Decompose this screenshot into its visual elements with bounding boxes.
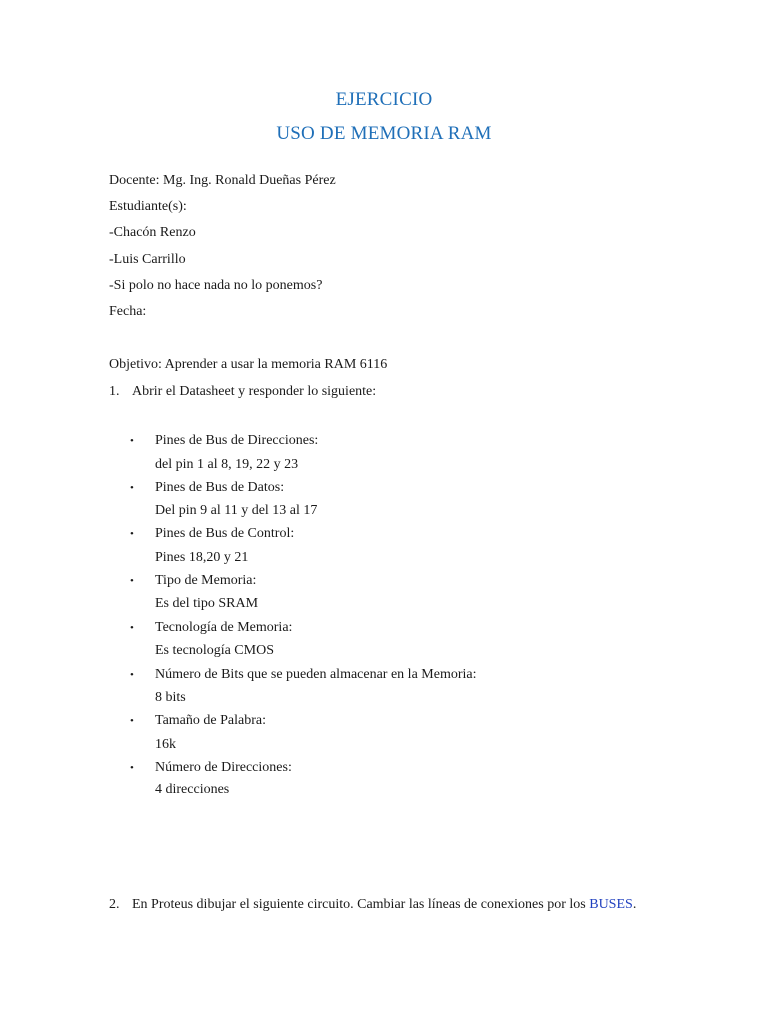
- bullet-label: Pines de Bus de Datos:: [155, 480, 285, 495]
- docente-line: Docente: Mg. Ing. Ronald Dueñas Pérez: [109, 173, 336, 188]
- bullet-answer: 4 direcciones: [155, 782, 230, 797]
- bullet-icon: •: [130, 528, 134, 540]
- question-text: Abrir el Datasheet y responder lo siguiente:: [132, 384, 377, 399]
- bullet-icon: •: [130, 669, 134, 681]
- student-item: -Chacón Renzo: [109, 225, 196, 240]
- bullet-answer: del pin 1 al 8, 19, 22 y 23: [155, 457, 299, 472]
- question-text: En Proteus dibujar el siguiente circuito. Cambiar las líneas de conexiones por los: [132, 897, 590, 912]
- bullet-answer: 8 bits: [155, 690, 186, 705]
- question-number: 1.: [109, 384, 120, 399]
- bullet-label: Pines de Bus de Control:: [155, 526, 295, 541]
- bullet-icon: •: [130, 482, 134, 494]
- buses-link[interactable]: BUSES: [589, 897, 633, 912]
- bullet-icon: •: [130, 622, 134, 634]
- student-item: -Si polo no hace nada no lo ponemos?: [109, 278, 323, 293]
- bullet-icon: •: [130, 435, 134, 447]
- bullet-icon: •: [130, 575, 134, 587]
- bullet-answer: 16k: [155, 737, 176, 752]
- bullet-label: Número de Bits que se pueden almacenar en la Memoria:: [155, 667, 477, 682]
- objetivo-line: Objetivo: Aprender a usar la memoria RAM 6116: [109, 357, 388, 372]
- question-text-line: [132, 896, 636, 914]
- fecha-line: Fecha:: [109, 304, 147, 319]
- bullet-answer: Es del tipo SRAM: [155, 596, 259, 611]
- bullet-answer: Pines 18,20 y 21: [155, 550, 249, 565]
- question-end: .: [632, 897, 637, 912]
- document-title: EJERCICIO: [335, 89, 433, 110]
- document-subtitle: USO DE MEMORIA RAM: [276, 123, 492, 144]
- bullet-label: Pines de Bus de Direcciones:: [155, 433, 319, 448]
- bullet-label: Tipo de Memoria:: [155, 573, 257, 588]
- bullet-label: Número de Direcciones:: [155, 760, 292, 775]
- student-item: -Luis Carrillo: [109, 252, 186, 267]
- question-number: 2.: [109, 897, 120, 912]
- bullet-icon: •: [130, 715, 134, 727]
- bullet-label: Tamaño de Palabra:: [155, 713, 266, 728]
- bullet-label: Tecnología de Memoria:: [155, 620, 293, 635]
- bullet-icon: •: [130, 762, 134, 774]
- estudiantes-label: Estudiante(s):: [109, 199, 187, 214]
- bullet-answer: Es tecnología CMOS: [155, 643, 274, 658]
- bullet-answer: Del pin 9 al 11 y del 13 al 17: [155, 503, 318, 518]
